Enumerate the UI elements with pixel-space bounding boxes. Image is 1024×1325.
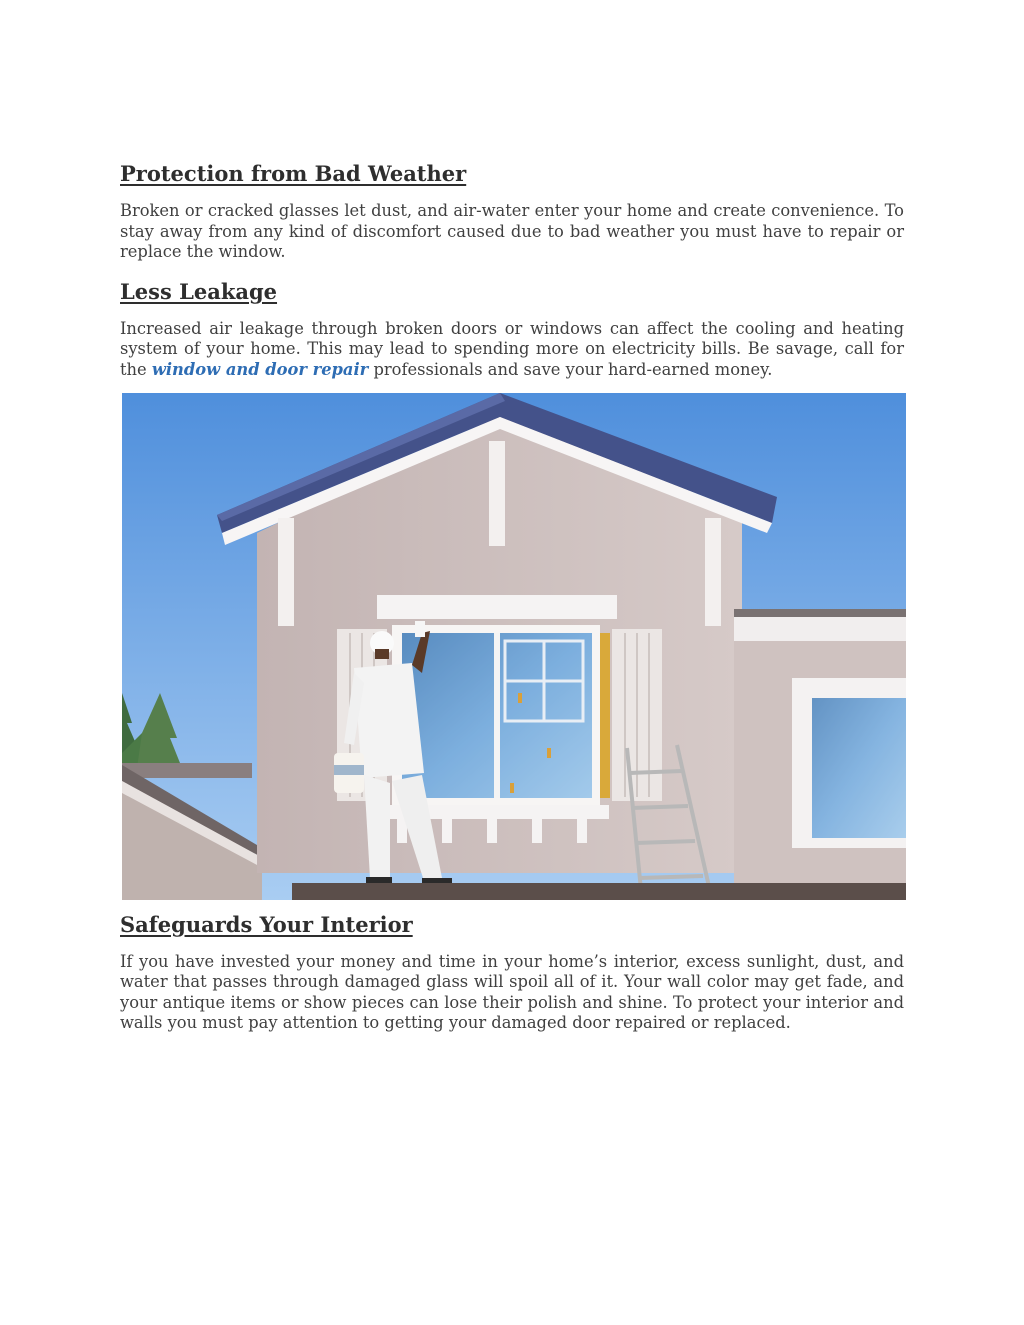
section-text-weather: Broken or cracked glasses let dust, and air-water enter your home and create convenience. To stay away from any kind of discomfort caused due to bad weather you must have to repair or replace the window. xyxy=(120,201,904,262)
right-wing xyxy=(734,609,906,885)
leakage-text-before: Increased air leakage through broken doors or windows can affect the cooling and heating system of your home. This may lead to spending more on electricity bills. Be savage, call for the xyxy=(120,318,904,379)
section-title-interior: Safeguards Your Interior xyxy=(120,911,413,937)
document-page xyxy=(120,158,904,1034)
section-title-leakage: Less Leakage xyxy=(120,278,278,304)
window-header xyxy=(377,595,617,619)
section-text-interior: If you have invested your money and time in your home’s interior, excess sunlight, dust, and water that passes through damaged glass will spoil all of it. Your wall color may get fade, and your antique items or show pieces can lose their polish and shine. To protect your interior and walls you must pay attention to getting your damaged door repaired or replaced. xyxy=(120,951,904,1033)
section-text-leakage xyxy=(120,319,904,381)
lower-roof-edge xyxy=(292,883,906,900)
section-title-weather: Protection from Bad Weather xyxy=(120,161,467,186)
window-door-repair-link[interactable]: window and door repair xyxy=(151,359,369,379)
house-painting-photo xyxy=(122,393,906,900)
leakage-text-after: professionals and save your hard-earned money. xyxy=(373,359,773,379)
